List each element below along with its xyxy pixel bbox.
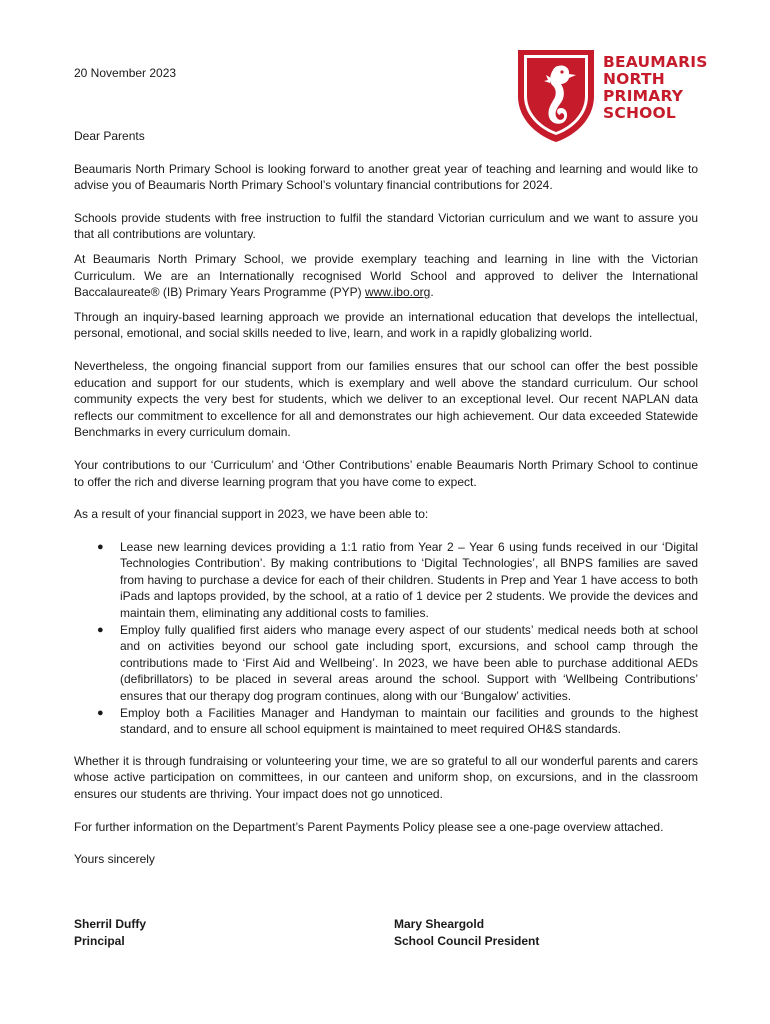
signature-council-president [394,916,539,950]
logo-line-1: BEAUMARIS [603,53,708,71]
paragraph-contributions: Your contributions to our ‘Curriculum’ and ‘Other Contributions’ enable Beaumaris North Primary School to continue to offer the rich and diverse learning program that you have come to expect. [74,457,698,489]
achievements-list [74,539,698,738]
principal-title: Principal [74,934,125,948]
logo-line-3: PRIMARY [603,87,684,105]
signature-principal [74,916,146,950]
salutation: Dear Parents [74,129,145,143]
p3-text: At Beaumaris North Primary School, we provide exemplary teaching and learning in line with the Victorian Curriculum. We are an Internationally recognised World School and approved to deliver the International Baccalaureate® (IB) Primary Years Programme (PYP) [74,251,698,300]
paragraph-financial-support: Nevertheless, the ongoing financial support from our families ensures that our school can offer the best possible education and support for our students, which is exemplary and well above the standard curriculum. Our school community expects the very best for students, which we deliver to an exceptional level. Our recent NAPLAN data reflects our commitment to excellence for all and demonstrates our high achievement. Our data exceeded Statewide Benchmarks in every curriculum domain. [74,358,698,440]
list-item [74,622,698,705]
principal-name: Sherril Duffy [74,917,147,931]
list-item-text: Employ fully qualified first aiders who manage every aspect of our students’ medical needs both at school and on activities beyond our school gate including sport, excursions, and school camp through the contributions made to ‘First Aid and Wellbeing’. In 2023, we have been able to purchase additional AEDs (defibrillators) to be placed in several areas around the school. Support with ‘Wellbeing Contributions’ ensures that our therapy dog program continues, along with our ‘Bungalow’ activities. [120,622,698,704]
paragraph-free-instruction: Schools provide students with free instruction to fulfil the standard Victorian curriculum and we want to assure you that all contributions are voluntary. [74,210,698,242]
list-item-text: Lease new learning devices providing a 1:1 ratio from Year 2 – Year 6 using funds received in our ‘Digital Technologies Contribution’. By making contributions to ‘Digital Technologies’, all BNPS families are saved from having to purchase a device for each of their children. Students in Prep and Year 1 have access to both iPads and laptops provided, by the school, at a ratio of 1 device per 2 students. We provide the devices and maintain them, eliminating any additional costs to families. [120,539,698,621]
letter-body [74,128,698,868]
closing: Yours sincerely [74,852,155,867]
school-logo-wordmark [603,54,708,122]
list-item [74,539,698,622]
paragraph-intro: Beaumaris North Primary School is looking forward to another great year of teaching and learning and would like to advise you of Beaumaris North Primary School’s voluntary financial contributions for 2024. [74,161,698,193]
paragraph-achievements-intro: As a result of your financial support in 2023, we have been able to: [74,507,429,522]
paragraph-inquiry-learning: Through an inquiry-based learning approach we provide an international education that develops the intellectual, personal, emotional, and social skills needed to live, learn, and work in a rapidly globalizing world. [74,309,698,341]
paragraph-ib-programme [74,251,698,301]
logo-line-2: NORTH [603,70,665,88]
bullet-icon: ● [97,623,104,636]
letter-date: 20 November 2023 [74,66,177,80]
president-title: School Council President [394,934,540,948]
list-item [74,705,698,738]
paragraph-further-info: For further information on the Department’s Parent Payments Policy please see a one-page overview attached. [74,819,664,834]
ibo-link[interactable]: www.ibo.org [364,285,431,300]
bullet-icon: ● [97,706,104,719]
president-name: Mary Sheargold [394,917,485,931]
paragraph-gratitude: Whether it is through fundraising or volunteering your time, we are so grateful to all our wonderful parents and carers whose active participation on committees, in our canteen and uniform shop, on excursions, and in the classroom ensures our students are thriving. Your impact does not go unnoticed. [74,753,698,801]
p3-end: . [430,285,434,300]
list-item-text: Employ both a Facilities Manager and Handyman to maintain our facilities and grounds to the highest standard, and to ensure all school equipment is maintained to meet required OH&S standards. [120,705,698,737]
bullet-icon: ● [97,540,104,553]
logo-line-4: SCHOOL [603,104,676,122]
